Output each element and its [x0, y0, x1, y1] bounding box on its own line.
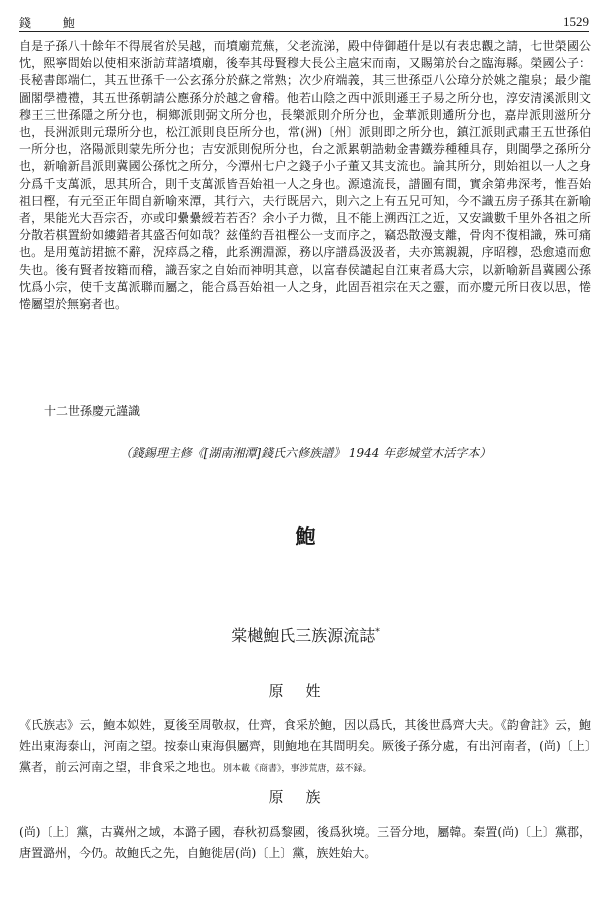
preface-paragraph: 自是子孫八十餘年不得展省於吴越，而墳廟荒蕪，父老流涕，殿中侍御趙什是以有表忠觀之請，七世榮國公忱，熙寧間始以使相來浙訪茸諸墳廟，後奉其母賢穆大長公主扈宋而南，又賜第於台之臨海縣。榮國公子：長秘書郎端仁，其五世孫千一公玄孫分於蘇之常熟；次少府端義，其三世孫亞八公璋分於姚之龍泉；最少龍圖閣學禮禮，其五世孫朝請公應孫分於越之會稽。他若山陰之西中派則遜王子易之所分也，淳安清溪派則文穆王三世孫隱之所分也，桐鄉派則弼文所分也，長樂派則介所分也，金華派則遹所分也，嘉岸派則滋所分也，長洲派則元璟所分也，松江派則良臣所分也，常(洲)〔州〕派則即之所分也，鎮江派則武肅王五世孫伯一所分也，洛陽派則蒙先所分也；吉安派則倪所分也，台之派累朝誥勅金書鐵券種種具存，則閩學之孫所分也，新喻新昌派則冀國公孫忱之所分，今潭州七户之錢子小子董又其支流也。論其所分，則始祖以一人之身分爲千支萬派，思其所合，則千支萬派皆吾始祖一人之身也。源遠流長，譜圖有間，實余第弗深考，惟吾始祖曰樫，有元至正年間自新喻來潭，其行六，夫行既居六，則六之上有五兄可知，今不識五房子孫其在新喻者，果能光大吾宗否，亦或印纍纍綬若若否？余小子力微，且不能上溯西江之近，又安識數千里外各祖之所分散若棋置紛如縷錯者其盛否何如哉？兹僅約吾祖樫公一支而序之，竊恐散漫支離，骨肉不復相識，殊可痛也。是用蒐訪捃摭不辭，況瘁爲之稽，此系溯淵源，務以序譜爲汲汲者，夫亦篤親親，序昭穆，恐愈遠而愈失也。後有賢者按籍而稽，識吾家之自始而神明其意，以富春侯譴起自江東者爲大宗，以新喻新昌冀國公孫忱爲小宗，使千支萬派聯而屬之，能合爲吾始祖一人之身，此固吾祖宗在天之靈，而亦慶元所日夜以思，惓惓屬望於無窮者也。: [19, 39, 591, 312]
header-rule: [19, 31, 589, 32]
footnote-marker: *: [375, 627, 380, 638]
source-citation: （錢錫理主修《[湖南湘潭]錢氏六修族譜》 1944 年彭城堂木活字本）: [119, 446, 492, 460]
surname-section-heading: 鮑: [295, 524, 316, 548]
running-head-title: 錢 鮑: [19, 16, 89, 30]
section-paragraph-origin-surname: [19, 715, 591, 780]
section-heading-origin-clan: 原族: [268, 788, 343, 806]
article-title: [0, 623, 611, 646]
article-title-text: 棠樾鮑氏三族源流誌: [231, 626, 376, 645]
page-number: 1529: [563, 14, 589, 29]
inline-note: 別本載《商書》，事涉荒唐，兹不録。: [223, 764, 372, 774]
paragraph-text: 《氏族志》云，鮑本姒姓，夏後至周敬叔，仕齊，食采於鮑，因以爲氏，其後世爲齊大夫。《韵會註》云，鮑姓出東海泰山，河南之望。按泰山東海俱屬齊，則鮑地在其間明矣。厥後子孫分處，有出河南者，(尚)〔上〕黨者，前云河南之望，非食采之地也。: [19, 718, 591, 774]
section-heading-origin-surname: 原姓: [268, 682, 343, 700]
preface-signature: 十二世孫慶元謹識: [44, 404, 141, 418]
section-paragraph-origin-clan: (尚)〔上〕黨，古冀州之域，本潞子國，春秋初爲黎國，後爲狄境。三晉分地，屬韓。秦置(尚)〔上〕黨郡，唐置潞州，今仍。故鮑氏之先，自鮑徙居(尚)〔上〕黨，族姓始大。: [19, 825, 591, 860]
